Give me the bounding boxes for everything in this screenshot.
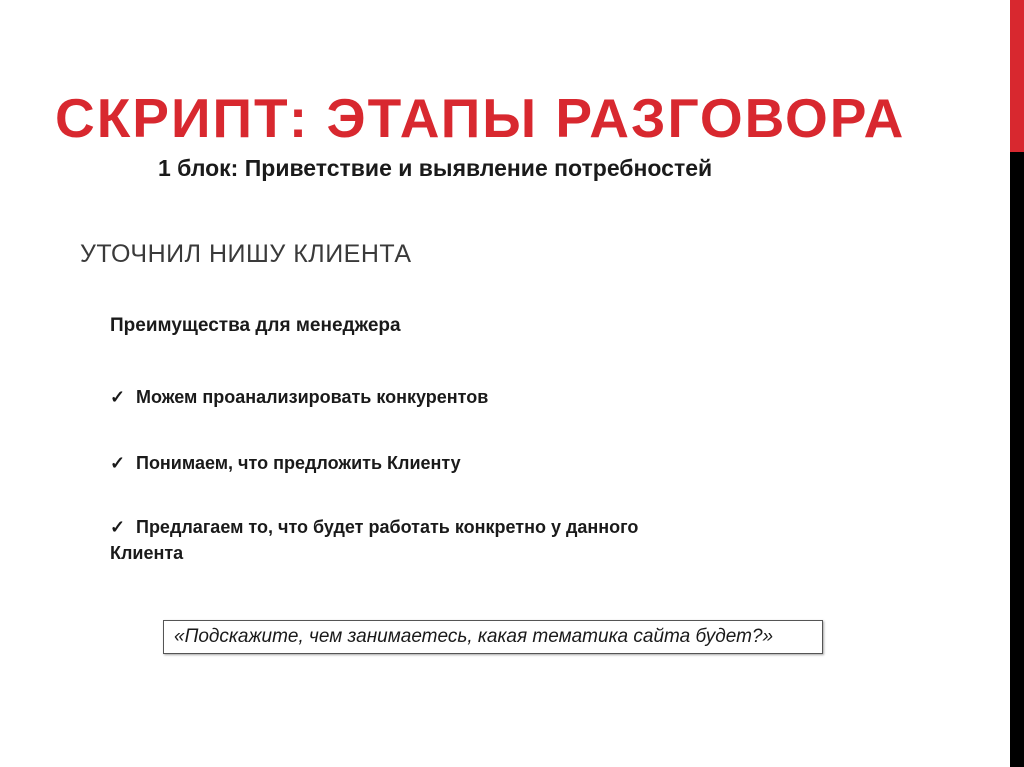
benefit-item bbox=[110, 514, 710, 566]
benefit-text: Предлагаем то, что будет работать конкретно у данного Клиента bbox=[110, 517, 639, 563]
benefit-text: Понимаем, что предложить Клиенту bbox=[136, 453, 461, 473]
check-icon: ✓ bbox=[110, 453, 126, 473]
benefits-heading: Преимущества для менеджера bbox=[110, 315, 401, 336]
benefit-item bbox=[110, 384, 710, 410]
accent-bar-red bbox=[1010, 0, 1024, 152]
benefit-item bbox=[110, 450, 710, 476]
quote-text: «Подскажите, чем занимаетесь, какая тематика сайта будет?» bbox=[174, 626, 774, 647]
accent-bar-black bbox=[1010, 152, 1024, 767]
slide-subtitle: 1 блок: Приветствие и выявление потребностей bbox=[158, 155, 713, 181]
niche-heading: УТОЧНИЛ НИШУ КЛИЕНТА bbox=[80, 240, 412, 268]
check-icon: ✓ bbox=[110, 517, 126, 537]
check-icon: ✓ bbox=[110, 387, 126, 407]
benefit-text: Можем проанализировать конкурентов bbox=[136, 387, 489, 407]
quote-box bbox=[163, 620, 823, 654]
slide-title: СКРИПТ: ЭТАПЫ РАЗГОВОРА bbox=[55, 87, 906, 149]
